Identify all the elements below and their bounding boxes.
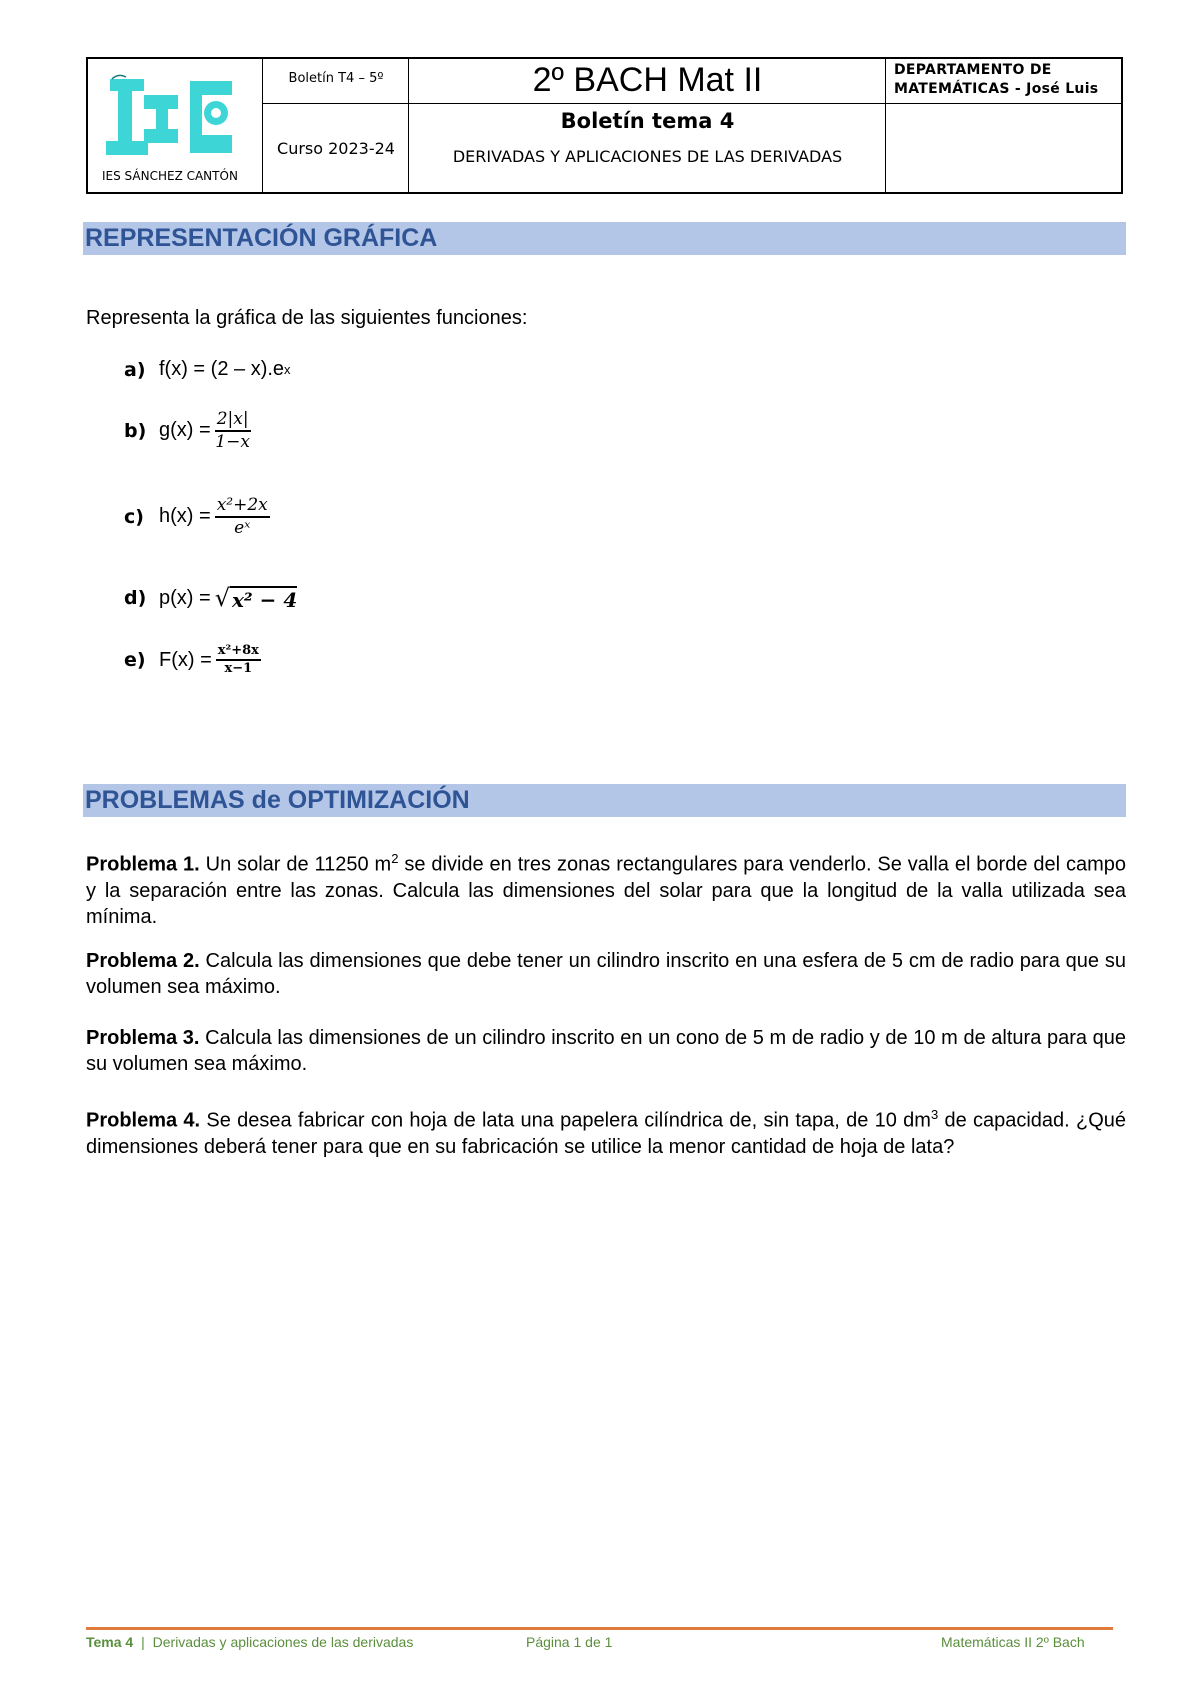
problem-sup: 3 xyxy=(930,1107,939,1122)
square-root xyxy=(215,584,298,612)
department-label: DEPARTAMENTO DE MATEMÁTICAS - José Luis xyxy=(894,62,1099,97)
title-cell xyxy=(409,59,886,192)
problem-text: Calcula las dimensiones de un cilindro inscrito en un cono de 5 m de radio y de 10 m de altura para que su volumen sea máximo. xyxy=(86,1027,1126,1075)
main-title: 2º BACH Mat II xyxy=(532,61,763,99)
subtitle: Boletín tema 4 xyxy=(560,109,735,133)
fraction-numerator: x²+8x xyxy=(216,644,261,661)
item-sup: x xyxy=(284,362,291,377)
problem-1 xyxy=(86,846,1126,930)
item-text: h(x) = xyxy=(159,505,211,528)
item-label: a) xyxy=(124,358,146,381)
code-cell xyxy=(263,59,409,192)
boletin-code: Boletín T4 – 5º xyxy=(288,71,384,86)
footer-topic: Derivadas y aplicaciones de las derivadas xyxy=(152,1634,414,1650)
footer-left xyxy=(86,1634,413,1650)
problem-text-cont: se divide en tres zonas rectangulares para venderlo. Se valla el borde del campo y la separación entre las zonas. Calcula las dimensiones del solar para que la longitud de la valla utilizada sea mínima. xyxy=(86,853,1126,928)
function-item-d xyxy=(124,584,297,612)
problem-3 xyxy=(86,1025,1126,1077)
footer-rule xyxy=(86,1627,1113,1630)
footer-right: Matemáticas II 2º Bach xyxy=(941,1634,1085,1650)
problem-label: Problema 2. xyxy=(86,950,200,972)
item-label: e) xyxy=(124,649,146,672)
function-item-b xyxy=(124,410,251,451)
function-item-a xyxy=(124,358,291,381)
fraction-denominator: 1−x xyxy=(215,431,250,452)
footer-separator: | xyxy=(141,1634,145,1650)
section-title-representacion: REPRESENTACIÓN GRÁFICA xyxy=(83,222,1126,255)
item-text: g(x) = xyxy=(159,419,211,442)
department-cell xyxy=(886,59,1121,192)
problem-label: Problema 1. xyxy=(86,853,200,876)
radical-sign: √ xyxy=(214,584,230,612)
problem-2 xyxy=(86,948,1126,1000)
fraction-numerator: 2|x| xyxy=(215,410,251,432)
fraction xyxy=(215,410,251,451)
fraction-denominator: x−1 xyxy=(224,661,253,677)
item-label: d) xyxy=(124,587,147,609)
problem-text: Se desea fabricar con hoja de lata una papelera cilíndrica de, sin tapa, de 10 dm xyxy=(206,1109,931,1132)
problem-4 xyxy=(86,1102,1126,1160)
footer-page: Página 1 de 1 xyxy=(526,1634,613,1650)
school-logo-icon xyxy=(104,73,244,168)
item-label: c) xyxy=(124,505,144,528)
problem-text: Calcula las dimensiones que debe tener un cilindro inscrito en una esfera de 5 cm de radio para que su volumen sea máximo. xyxy=(86,950,1127,998)
topic-title: DERIVADAS Y APLICACIONES DE LAS DERIVADAS xyxy=(452,147,843,166)
curso-label: Curso 2023-24 xyxy=(277,139,395,158)
item-text: F(x) = xyxy=(159,648,212,671)
header-divider xyxy=(263,103,1121,104)
footer-tema: Tema 4 xyxy=(86,1634,134,1650)
function-item-c xyxy=(124,496,270,537)
problem-text: Un solar de 11250 m xyxy=(205,853,392,876)
problem-label: Problema 3. xyxy=(86,1027,200,1049)
section-title-optimizacion: PROBLEMAS de OPTIMIZACIÓN xyxy=(83,784,1126,817)
fraction xyxy=(215,496,270,537)
function-item-e xyxy=(124,644,261,677)
section-intro: Representa la gráfica de las siguientes funciones: xyxy=(86,307,528,329)
logo-cell xyxy=(88,59,263,192)
item-label: b) xyxy=(124,419,147,442)
fraction xyxy=(216,644,261,677)
item-text: f(x) = (2 – x).e xyxy=(159,358,285,380)
problem-label: Problema 4. xyxy=(86,1109,201,1132)
problem-sup: 2 xyxy=(391,851,399,866)
radicand: x² − 4 xyxy=(231,588,298,612)
fraction-numerator: x²+2x xyxy=(215,496,270,518)
problem-text-cont: de capacidad. ¿Qué dimensiones deberá tener para que en su fabricación se utilice la menor cantidad de hoja de lata? xyxy=(86,1109,1126,1158)
header-table xyxy=(86,57,1123,194)
item-text: p(x) = xyxy=(159,586,211,609)
fraction-denominator: eˣ xyxy=(234,517,251,538)
logo-caption: IES SÁNCHEZ CANTÓN xyxy=(102,169,238,183)
